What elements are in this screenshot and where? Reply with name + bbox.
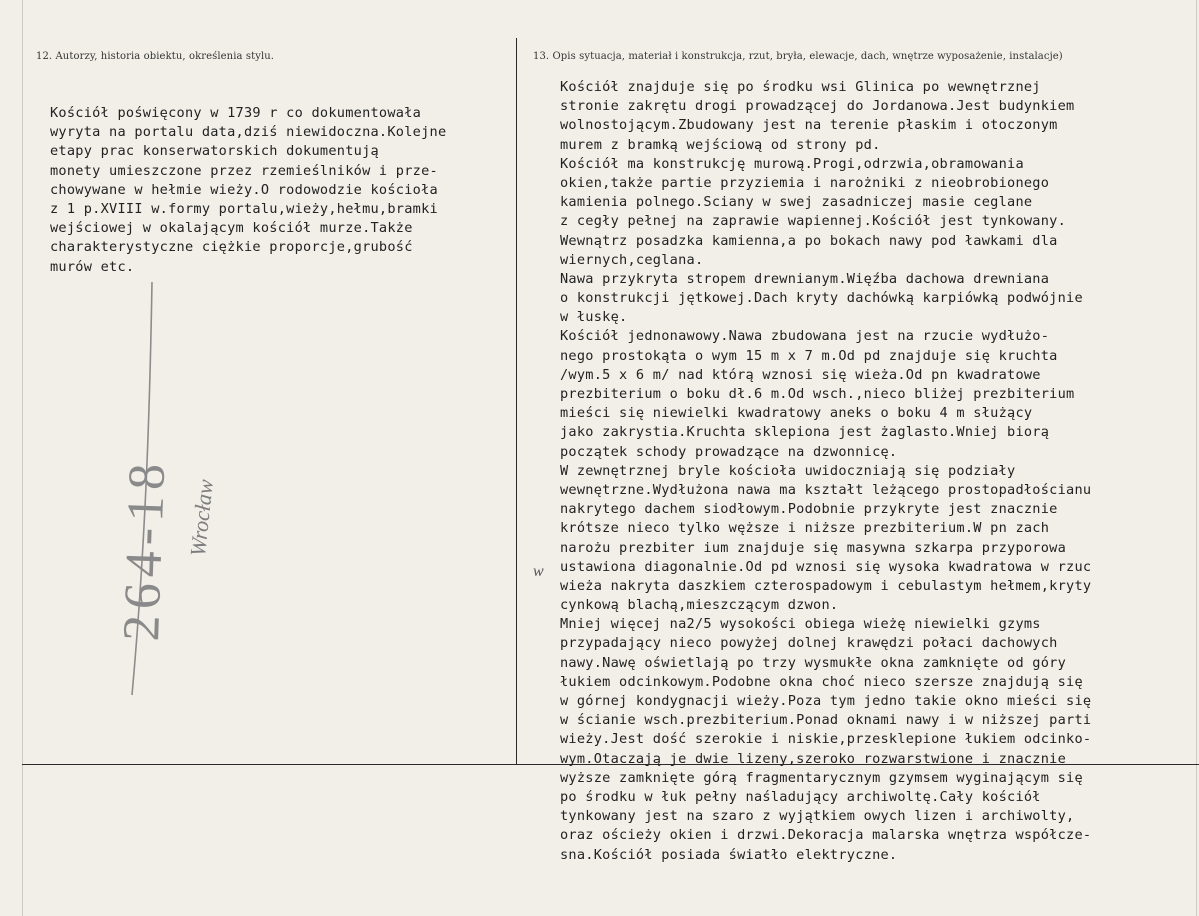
description-text-line: wym.Otaczają je dwie lizeny,szeroko rozwarstwione i znacznie	[560, 750, 1067, 767]
description-text-line: ustawiona diagonalnie.Od pd wznosi się wysoka kwadratowa w rzuc	[560, 558, 1092, 575]
description-text-line: początek schody prowadzące na dzwonnicę.	[560, 443, 898, 460]
description-text-line: wiernych,ceglana.	[560, 251, 704, 268]
description-text-line: W zewnętrznej bryle kościoła uwidoczniają się podziały	[560, 462, 1016, 479]
description-text-line: narożu prezbiter ium znajduje się masywna szkarpa przyporowa	[560, 539, 1067, 556]
handwritten-number: 264-18	[112, 456, 177, 643]
description-text-line: kamienia polnego.Sciany w swej zasadniczej masie ceglane	[560, 194, 1033, 211]
description-text-line: /wym.5 x 6 m/ nad którą wznosi się wieża.Od pn kwadratowe	[560, 366, 1041, 383]
handwritten-note: Wrocław	[185, 478, 218, 558]
description-text-line: Kościół jednonawowy.Nawa zbudowana jest na rzucie wydłużo-	[560, 328, 1050, 345]
history-text-line: wejściowej w okalającym kościół murze.Także	[50, 220, 413, 237]
section-13-label: 13. Opis sytuacja, materiał i konstrukcja, rzut, bryła, elewacje, dach, wnętrze wyposażenie, instalacje)	[533, 51, 1063, 62]
description-text-line: mieści się niewielki kwadratowy aneks o boku 4 m służący	[560, 405, 1033, 422]
description-text-line: Kościół znajduje się po środku wsi Glinica po wewnętrznej	[560, 79, 1041, 95]
right-page-edge	[1196, 0, 1197, 916]
description-text-line: stronie zakrętu drogi prowadzącej do Jordanowa.Jest budynkiem	[560, 98, 1075, 115]
history-text-line: charakterystyczne ciężkie proporcje,grubość	[50, 239, 413, 256]
description-text-line: prezbiterium o boku dł.6 m.Od wsch.,nieco bliżej prezbiterium	[560, 386, 1075, 402]
description-text-line: przypadający nieco powyżej dolnej krawędzi połaci dachowych	[560, 635, 1058, 652]
description-text-line: okien,także partie przyziemia i narożniki z nieobrobionego	[560, 174, 1050, 191]
description-text-line: jako zakrystia.Kruchta sklepiona jest żaglasto.Wniej biorą	[560, 424, 1050, 441]
history-text	[50, 104, 446, 277]
description-text-line: w ścianie wsch.prezbiterium.Ponad oknami nawy i w niższej parti	[560, 712, 1092, 729]
handwritten-margin-mark: w	[533, 563, 544, 580]
description-text-line: nego prostokąta o wym 15 m x 7 m.Od pd znajduje się kruchta	[560, 347, 1058, 364]
description-text-line: wolnostojącym.Zbudowany jest na terenie płaskim i otoczonym	[560, 117, 1058, 134]
left-page-edge	[22, 0, 23, 916]
history-text-line: Kościół poświęcony w 1739 r co dokumentowała	[50, 105, 422, 121]
description-text-line: po środku w łuk pełny naśladujący archiwoltę.Cały kościół	[560, 788, 1041, 805]
description-text-line: wieży.Jest dość szerokie i niskie,przesklepione łukiem odcinko-	[560, 731, 1092, 748]
description-text-line: nakrytego dachem siodłowym.Podobnie przykryte jest znacznie	[560, 501, 1058, 518]
description-text-line: tynkowany jest na szaro z wyjątkiem owych lizen i archiwolty,	[560, 808, 1075, 825]
description-text-line: z cegły pełnej na zaprawie wapiennej.Kościół jest tynkowany.	[560, 213, 1067, 230]
column-divider	[516, 38, 517, 764]
description-text-line: nawy.Nawę oświetlają po trzy wysmukłe okna zamknięte od góry	[560, 654, 1067, 671]
description-text-line: murem z bramką wejściową od strony pd.	[560, 136, 881, 153]
description-text-line: Mniej więcej na2/5 wysokości obiega wieżę niewielki gzyms	[560, 616, 1041, 633]
description-text-line: wewnętrzne.Wydłużona nawa ma kształt leżącego prostopadłościanu	[560, 481, 1092, 498]
description-text-line: Wewnątrz posadzka kamienna,a po bokach nawy pod ławkami dla	[560, 232, 1058, 249]
description-text-line: cynkową blachą,mieszczącym dzwon.	[560, 597, 839, 614]
description-text-line: w górnej kondygnacji wieży.Poza tym jedno takie okno mieści się	[560, 693, 1092, 709]
description-text-line: łukiem odcinkowym.Podobne okna choć nieco szersze znajdują się	[560, 673, 1083, 690]
description-text-line: o konstrukcji jętkowej.Dach kryty dachówką karpiówką podwójnie	[560, 290, 1083, 307]
history-text-line: monety umieszczone przez rzemieślników i prze-	[50, 162, 438, 179]
description-text-line: Kościół ma konstrukcję murową.Progi,odrzwia,obramowania	[560, 155, 1024, 172]
description-text-line: Nawa przykryta stropem drewnianym.Więźba dachowa drewniana	[560, 270, 1050, 287]
description-text	[560, 78, 1091, 865]
description-text-line: krótsze nieco tylko węższe i niższe prezbiterium.W pn zach	[560, 520, 1050, 537]
description-text-line: wyższe zamknięte górą fragmentarycznym gzymsem wyginającym się	[560, 769, 1083, 786]
section-12-label: 12. Autorzy, historia obiektu, określenia stylu.	[36, 51, 275, 62]
history-text-line: murów etc.	[50, 258, 135, 275]
description-text-line: sna.Kościół posiada światło elektryczne.	[560, 846, 898, 863]
description-text-line: oraz ościeży okien i drzwi.Dekoracja malarska wnętrza współcze-	[560, 827, 1092, 844]
history-text-line: etapy prac konserwatorskich dokumentują	[50, 143, 379, 160]
description-text-line: w łuskę.	[560, 309, 628, 326]
description-text-line: wieża nakryta daszkiem czterospadowym i cebulastym hełmem,kryty	[560, 577, 1092, 594]
history-text-line: wyryta na portalu data,dziś niewidoczna.Kolejne	[50, 124, 447, 141]
history-text-line: chowywane w hełmie wieży.O rodowodzie kościoła	[50, 181, 438, 198]
history-text-line: z 1 p.XVIII w.formy portalu,wieży,hełmu,bramki	[50, 200, 438, 217]
